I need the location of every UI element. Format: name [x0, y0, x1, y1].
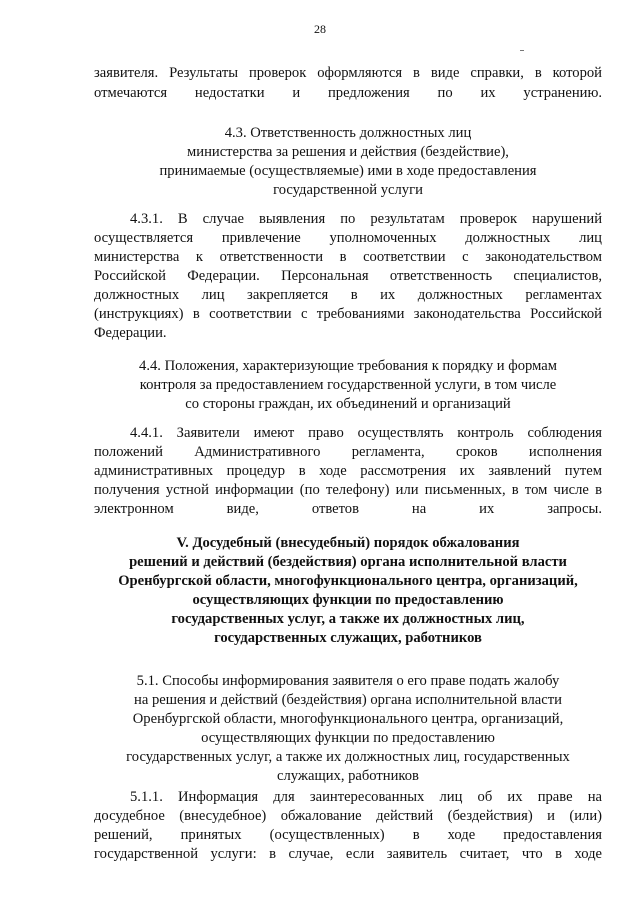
page-number: 28 — [314, 22, 326, 36]
chapter-heading-line: государственных услуг, а также их должностных лиц, — [171, 611, 525, 627]
text-line: досудебное (внесудебное) обжалование действий (бездействия) и (или) — [94, 808, 602, 824]
section-heading-line: Оренбургской области, многофункционального центра, организаций, — [132, 711, 564, 727]
chapter-heading-line: государственных служащих, работников — [214, 630, 482, 646]
text-line: осуществляется привлечение уполномоченных должностных лиц — [94, 230, 602, 246]
section-heading-line: 5.1. Способы информирования заявителя о его праве подать жалобу — [136, 673, 560, 689]
text-line: заявителя. Результаты проверок оформляются в виде справки, в которой — [94, 65, 602, 81]
section-heading-line: принимаемые (осуществляемые) ими в ходе предоставления — [159, 163, 537, 179]
section-heading-line: 4.3. Ответственность должностных лиц — [224, 125, 472, 141]
section-heading-line: на решения и действий (бездействия) органа исполнительной власти — [134, 692, 562, 708]
section-heading-line: контроля за предоставлением государственной услуги, в том числе — [139, 377, 557, 393]
text-line: электронном виде, ответов на их запросы. — [94, 501, 602, 517]
text-line: получения устной информации (по телефону) или письменных, в том числе в — [94, 482, 602, 498]
text-line: 4.3.1. В случае выявления по результатам проверок нарушений — [130, 211, 602, 227]
chapter-heading-line: V. Досудебный (внесудебный) порядок обжалования — [176, 535, 520, 551]
text-line: Российской Федерации. Персональная ответственность специалистов, — [94, 268, 602, 284]
scan-speck — [520, 50, 524, 51]
text-line: положений Административного регламента, сроков исполнения — [94, 444, 602, 460]
section-heading-line: министерства за решения и действия (бездействие), — [187, 144, 509, 160]
text-line: 5.1.1. Информация для заинтересованных лиц об их праве на — [130, 789, 602, 805]
text-line: Федерации. — [94, 325, 167, 341]
text-line: административных процедур в ходе рассмотрения их заявлений путем — [94, 463, 602, 479]
chapter-heading-line: осуществляющих функции по предоставлению — [192, 592, 504, 608]
section-heading-line: государственных услуг, а также их должностных лиц, государственных — [126, 749, 570, 765]
section-heading-line: со стороны граждан, их объединений и организаций — [185, 396, 511, 412]
section-heading-line: служащих, работников — [277, 768, 419, 784]
chapter-heading-line: решений и действий (бездействия) органа исполнительной власти — [129, 554, 567, 570]
text-line: должностных лиц закрепляется в их должностных регламентах — [94, 287, 602, 303]
section-heading-line: 4.4. Положения, характеризующие требования к порядку и формам — [139, 358, 557, 374]
section-heading-line: государственной услуги — [273, 182, 423, 198]
text-line: 4.4.1. Заявители имеют право осуществлять контроль соблюдения — [130, 425, 602, 441]
section-heading-line: осуществляющих функции по предоставлению — [201, 730, 495, 746]
text-line: отмечаются недостатки и предложения по их устранению. — [94, 85, 602, 101]
text-line: решений, принятых (осуществленных) в ходе предоставления — [94, 827, 602, 843]
chapter-heading-line: Оренбургской области, многофункционального центра, организаций, — [118, 573, 578, 589]
text-line: министерства к ответственности в соответствии с законодательством — [94, 249, 602, 265]
text-line: государственной услуги: в случае, если заявитель считает, что в ходе — [94, 846, 602, 862]
text-line: (инструкциях) в соответствии с требованиями законодательства Российской — [94, 306, 602, 322]
